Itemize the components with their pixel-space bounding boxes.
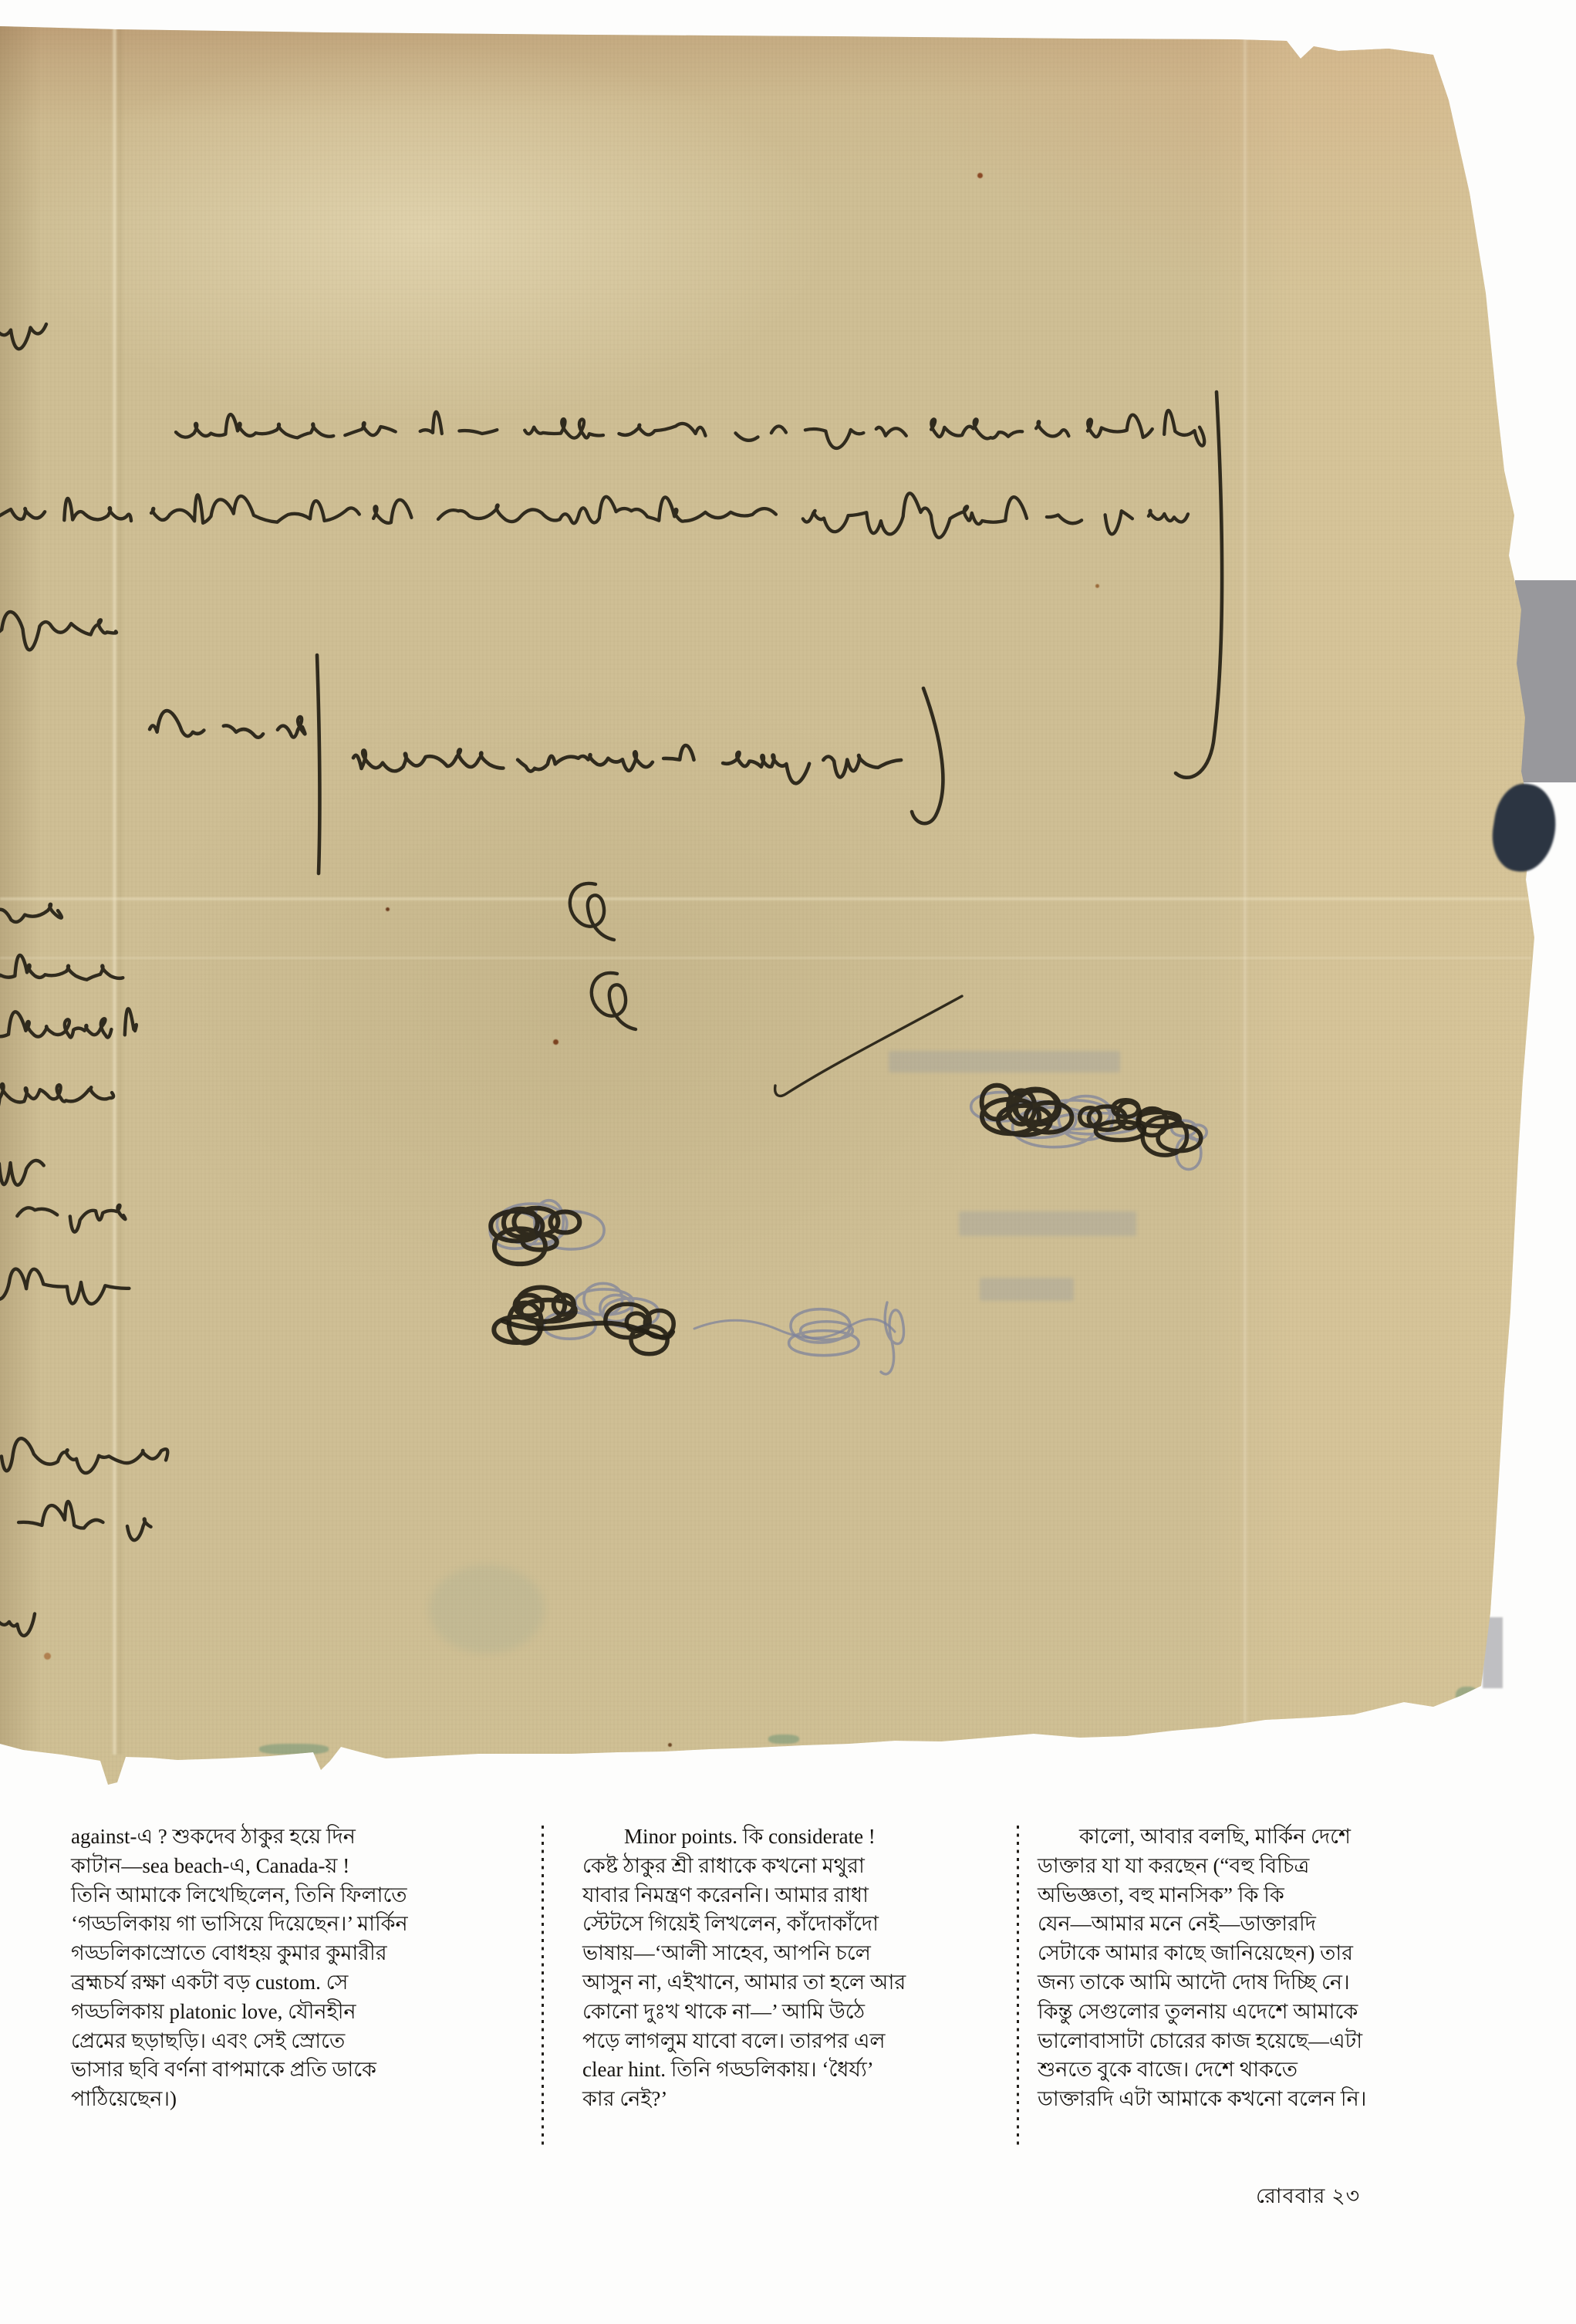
text-line: পাঠিয়েছেন।) xyxy=(71,2087,177,2111)
green-tint-mark xyxy=(259,1744,329,1755)
text-line: অভিজ্ঞতা, বহু মানসিক” কি কি xyxy=(1038,1883,1284,1907)
text-line: কাটান—sea beach-এ, Canada-য় ! xyxy=(71,1853,350,1877)
text-line: গড্ডলিকাস্রোতে বোধহয় কুমার কুমারীর xyxy=(71,1941,387,1965)
text-line: প্রেমের ছড়াছড়ি। এবং সেই স্রোতে xyxy=(71,2028,346,2052)
text-line: আসুন না, এইখানে, আমার তা হলে আর xyxy=(582,1970,906,1994)
foxing-speck xyxy=(1095,584,1099,588)
foxing-speck xyxy=(668,1743,672,1747)
text-line: clear hint. তিনি গড্ডলিকায়। ‘ধৈর্য্য’ xyxy=(582,2058,874,2082)
ghost-type-line xyxy=(959,1211,1136,1236)
print-column-3 xyxy=(1038,1822,1366,2114)
text-line: ভাসার ছবি বর্ণনা বাপমাকে প্রতি ডাকে xyxy=(71,2058,376,2082)
text-line: স্টেটসে গিয়েই লিখলেন, কাঁদোকাঁদো xyxy=(582,1912,879,1936)
text-line: কালো, আবার বলছি, মার্কিন দেশে xyxy=(1079,1825,1351,1848)
green-tint-mark xyxy=(1456,1687,1479,1707)
foxing-speck xyxy=(977,173,983,178)
column-separator xyxy=(1017,1826,1019,2150)
text-line: কার নেই?’ xyxy=(582,2087,668,2111)
text-line: ভাষায়—‘আলী সাহেব, আপনি চলে xyxy=(582,1941,871,1965)
text-line: Minor points. কি considerate ! xyxy=(624,1825,876,1848)
foxing-speck xyxy=(44,1653,51,1660)
horizontal-fold-crease xyxy=(0,897,1531,900)
scan-background-grey-band xyxy=(1515,580,1576,782)
text-line: ‘গড্ডলিকায় গা ভাসিয়ে দিয়েছেন।’ মার্কিন xyxy=(71,1912,408,1936)
text-line: ভালোবাসাটা চোরের কাজ হয়েছে—এটা xyxy=(1038,2028,1363,2052)
text-line: ব্রহ্মচর্য রক্ষা একটা বড় custom. সে xyxy=(71,1970,349,1994)
text-line: গড্ডলিকায় platonic love, যৌনহীন xyxy=(71,1999,356,2023)
text-line: কেষ্ট ঠাকুর শ্রী রাধাকে কখনো মথুরা xyxy=(582,1853,865,1877)
text-line: against-এ ? শুকদেব ঠাকুর হয়ে দিন xyxy=(71,1825,356,1848)
text-line: পড়ে লাগলুম যাবো বলে। তারপর এল xyxy=(582,2028,886,2052)
print-column-2 xyxy=(582,1822,906,2114)
vertical-fold-crease-shadow xyxy=(117,28,123,1755)
foxing-speck xyxy=(386,907,390,911)
text-line: সেটাকে আমার কাছে জানিয়েছেন) তার xyxy=(1038,1941,1354,1965)
ghost-type-line xyxy=(980,1278,1074,1301)
text-line: কোনো দুঃখ থাকে না—’ আমি উঠে xyxy=(582,1999,866,2023)
horizontal-fold-crease-2 xyxy=(0,957,1531,959)
text-line: শুনতে বুকে বাজে। দেশে থাকতে xyxy=(1038,2058,1298,2082)
print-column-1 xyxy=(71,1822,408,2114)
text-line: তিনি আমাকে লিখেছিলেন, তিনি ফিলাতে xyxy=(71,1883,407,1907)
green-tint-mark xyxy=(768,1735,799,1744)
text-line: যেন—আমার মনে নেই—ডাক্তারদি xyxy=(1038,1912,1316,1936)
vertical-fold-crease-right xyxy=(1244,32,1247,1722)
ghost-type-line xyxy=(889,1051,1120,1072)
text-line: ডাক্তার যা যা করছেন (“বহু বিচিত্র xyxy=(1038,1853,1310,1877)
text-line: জন্য তাকে আমি আদৌ দোষ দিচ্ছি নে। xyxy=(1038,1970,1350,1994)
column-separator xyxy=(542,1826,544,2150)
foxing-speck xyxy=(553,1039,559,1045)
page-footer: রোববার ২৩ xyxy=(1256,2184,1361,2207)
text-line: ডাক্তারদি এটা আমাকে কখনো বলেন নি। xyxy=(1038,2087,1367,2111)
ghost-stamp-smudge xyxy=(429,1565,545,1653)
text-line: যাবার নিমন্ত্রণ করেননি। আমার রাধা xyxy=(582,1883,869,1907)
text-line: কিন্তু সেগুলোর তুলনায় এদেশে আমাকে xyxy=(1038,1999,1358,2023)
vertical-fold-crease xyxy=(113,28,116,1755)
